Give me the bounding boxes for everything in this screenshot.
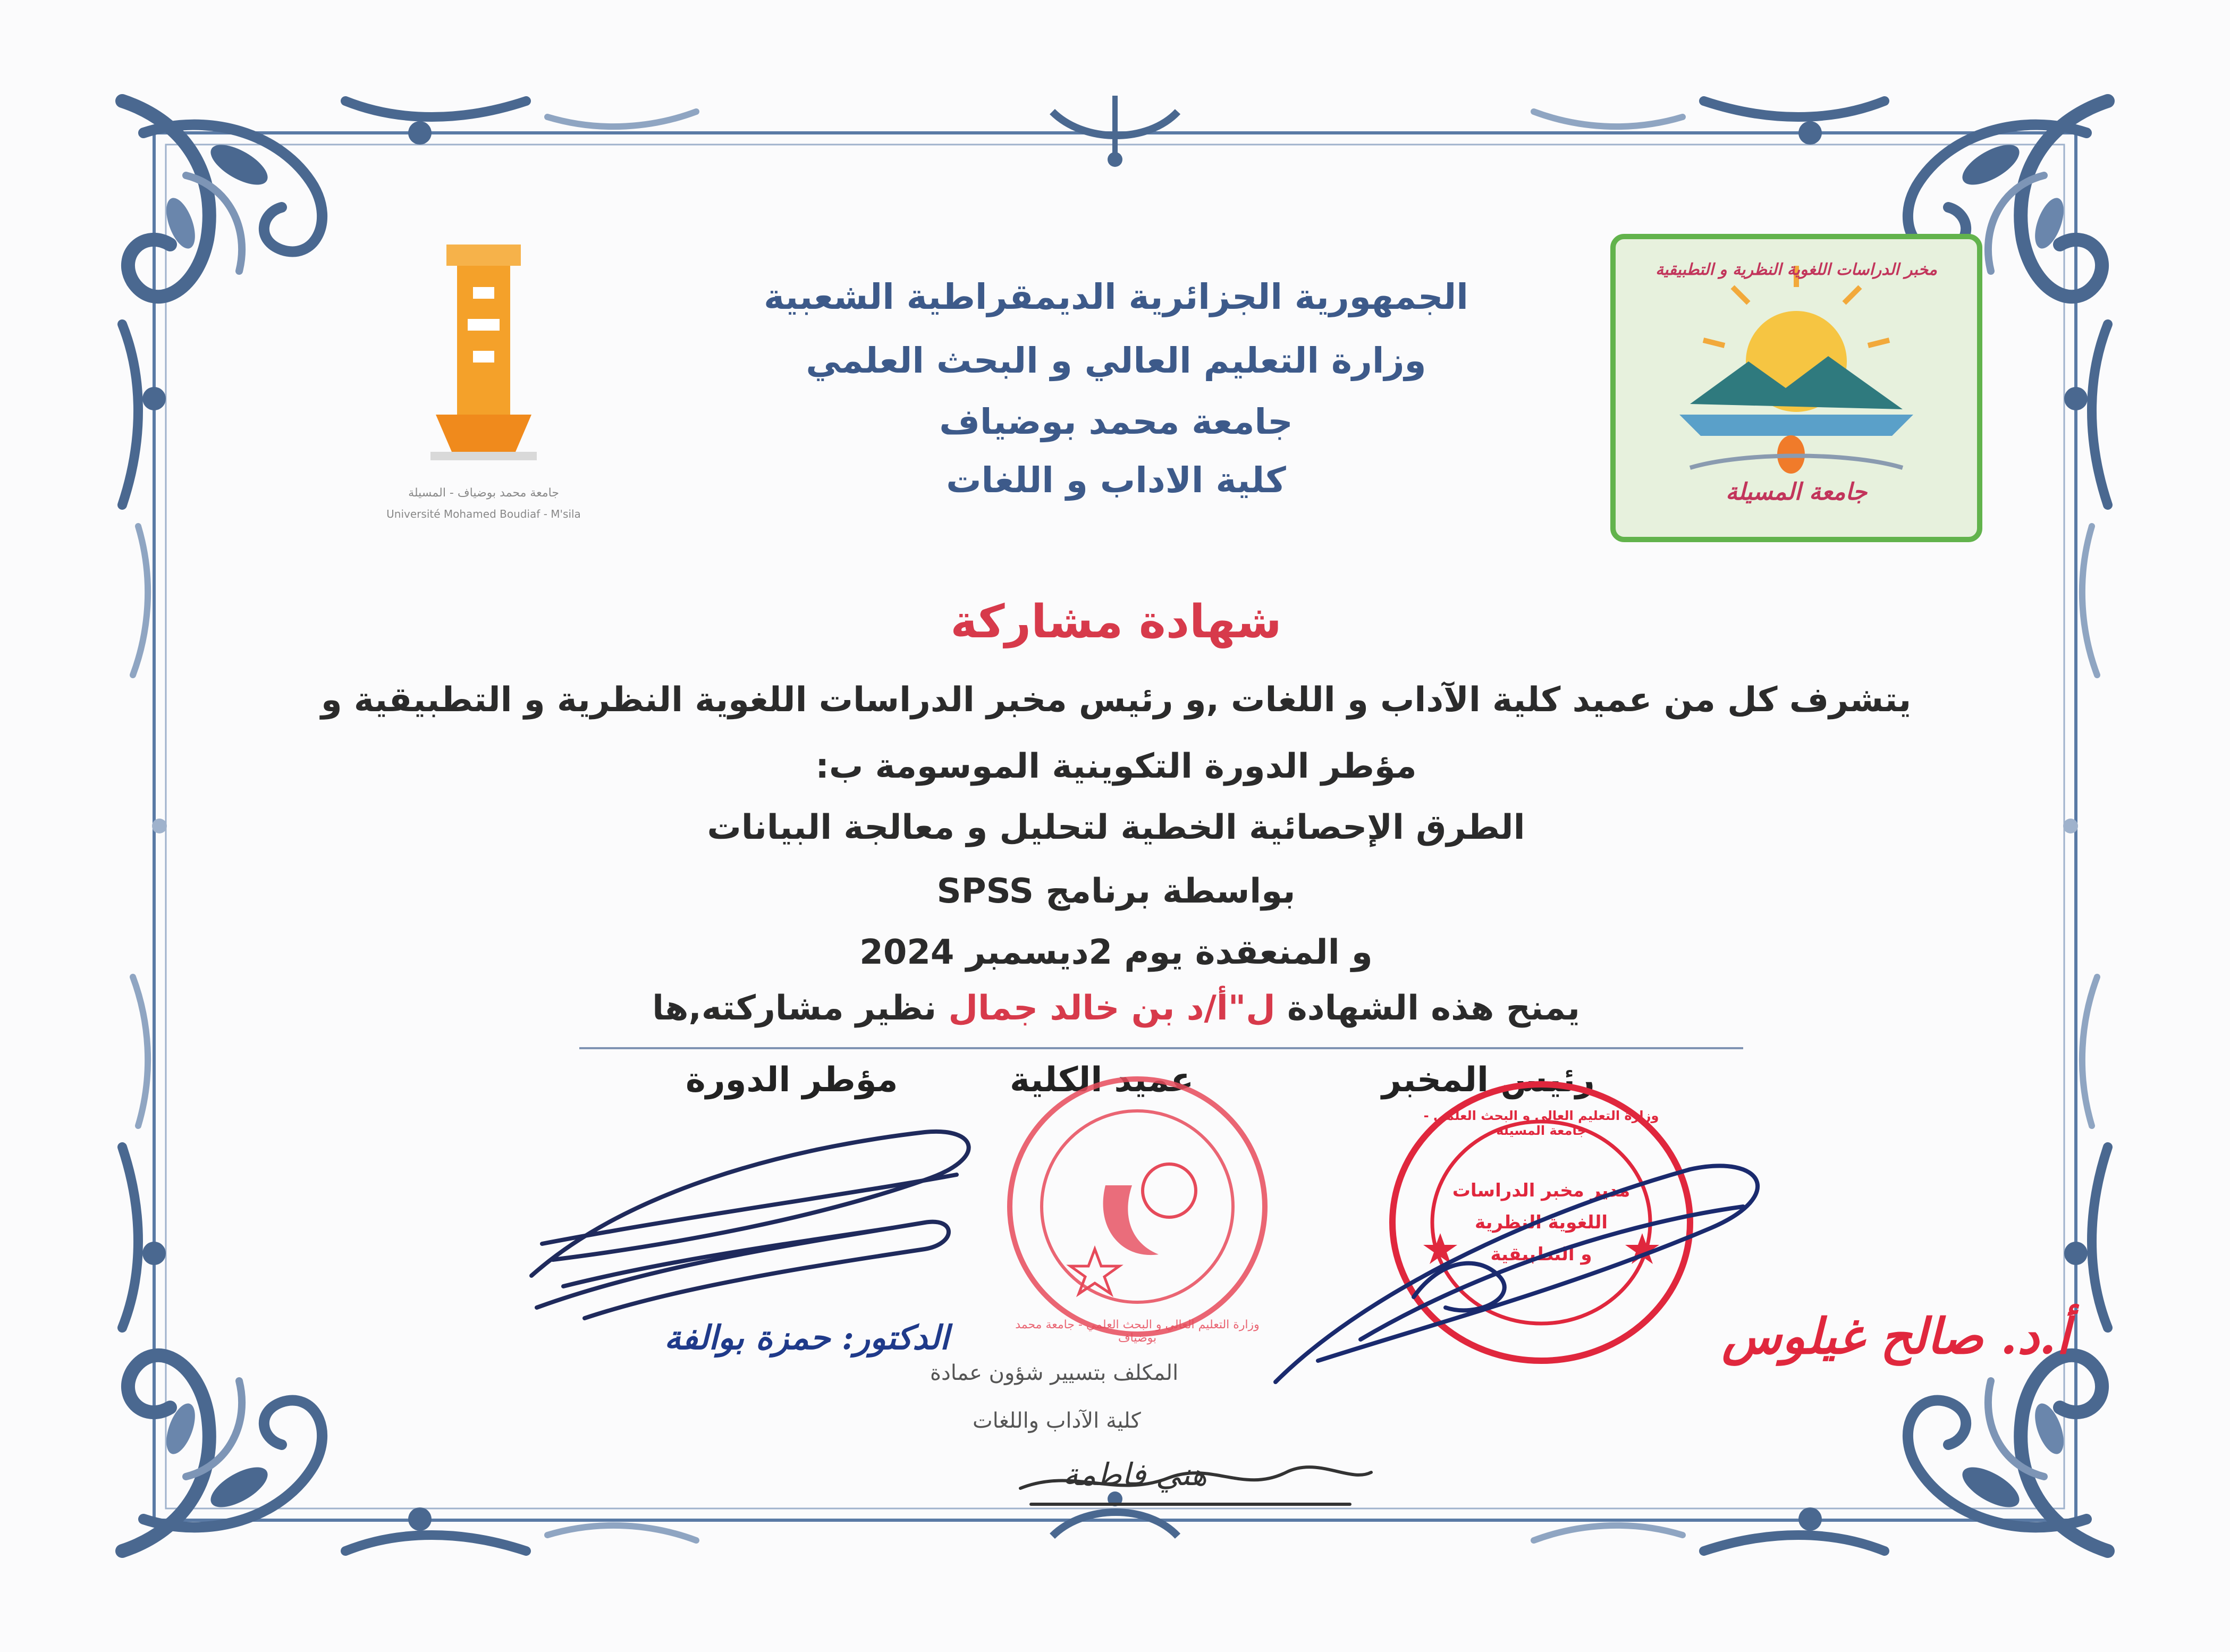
- dean-stamp-ring-text: وزارة التعليم العالي و البحث العلمي - جامعة محمد بوضياف: [1015, 1318, 1260, 1345]
- award-prefix: يمنح هذه الشهادة: [1287, 989, 1580, 1028]
- lab-stamp-line-3: و التطبيقية: [1490, 1244, 1592, 1265]
- header-republic: الجمهورية الجزائرية الديمقراطية الشعبية: [764, 276, 1468, 317]
- dean-note-line-2: كلية الآداب واللغات: [973, 1409, 1141, 1433]
- header-ministry: وزارة التعليم العالي و البحث العلمي: [806, 340, 1426, 381]
- award-suffix: نظير مشاركته,ها: [652, 989, 937, 1028]
- lab-logo: [1610, 234, 1982, 542]
- divider-line: [579, 1047, 1743, 1049]
- course-title: الطرق الإحصائية الخطية لتحليل و معالجة البيانات: [707, 808, 1525, 847]
- dean-note-line-1: المكلف بتسيير شؤون عمادة: [930, 1361, 1179, 1385]
- certificate-line-1: يتشرف كل من عميد كلية الآداب و اللغات ,و رئيس مخبر الدراسات اللغوية النظرية و التطبيقية و: [320, 680, 1912, 720]
- lab-stamp-line-1: مدير مخبر الدراسات: [1452, 1180, 1631, 1201]
- lab-head-signature: [1254, 1137, 1839, 1414]
- certificate-line-2: مؤطر الدورة التكوينية الموسومة ب:: [815, 747, 1417, 786]
- header-university: جامعة محمد بوضياف: [939, 401, 1293, 442]
- lab-stamp-line-2: اللغوية النظرية: [1475, 1212, 1608, 1233]
- lab-head-name: أ.د. صالح غيلوس: [1722, 1308, 2070, 1365]
- lab-logo-bottom-text: جامعة المسيلة: [1725, 478, 1868, 505]
- supervisor-name: الدكتور: حمزة بوالفة: [664, 1318, 949, 1357]
- supervisor-signature: [521, 1084, 999, 1339]
- dean-stamp: [999, 1068, 1276, 1345]
- course-date: و المنعقدة يوم 2ديسمبر 2024: [859, 933, 1373, 972]
- lab-stamp-ring-text: وزارة التعليم العالي و البحث العلمي - جامعة المسيلة: [1423, 1108, 1659, 1138]
- header-faculty: كلية الاداب و اللغات: [946, 460, 1286, 501]
- university-logo: [314, 239, 654, 537]
- lab-head-title: رئيس المخبر: [1382, 1060, 1595, 1100]
- certificate-title: شهادة مشاركة: [950, 595, 1282, 648]
- supervisor-title: مؤطر الدورة: [686, 1060, 898, 1100]
- university-logo-caption-fr: Université Mohamed Boudiaf - M'sila: [386, 508, 581, 520]
- recipient-name: ل"أ/د بن خالد جمال: [948, 989, 1276, 1028]
- award-line: [266, 989, 1966, 1028]
- dean-name: هني فاطمة: [1063, 1456, 1207, 1493]
- university-logo-caption-ar: جامعة محمد بوضياف - المسيلة: [408, 486, 559, 500]
- course-software: بواسطة برنامج SPSS: [936, 872, 1296, 911]
- lab-logo-arc-text: مخبر الدراسات اللغوية النظرية و التطبيقية: [1655, 260, 1937, 279]
- dean-title: عميد الكلية: [1010, 1060, 1194, 1100]
